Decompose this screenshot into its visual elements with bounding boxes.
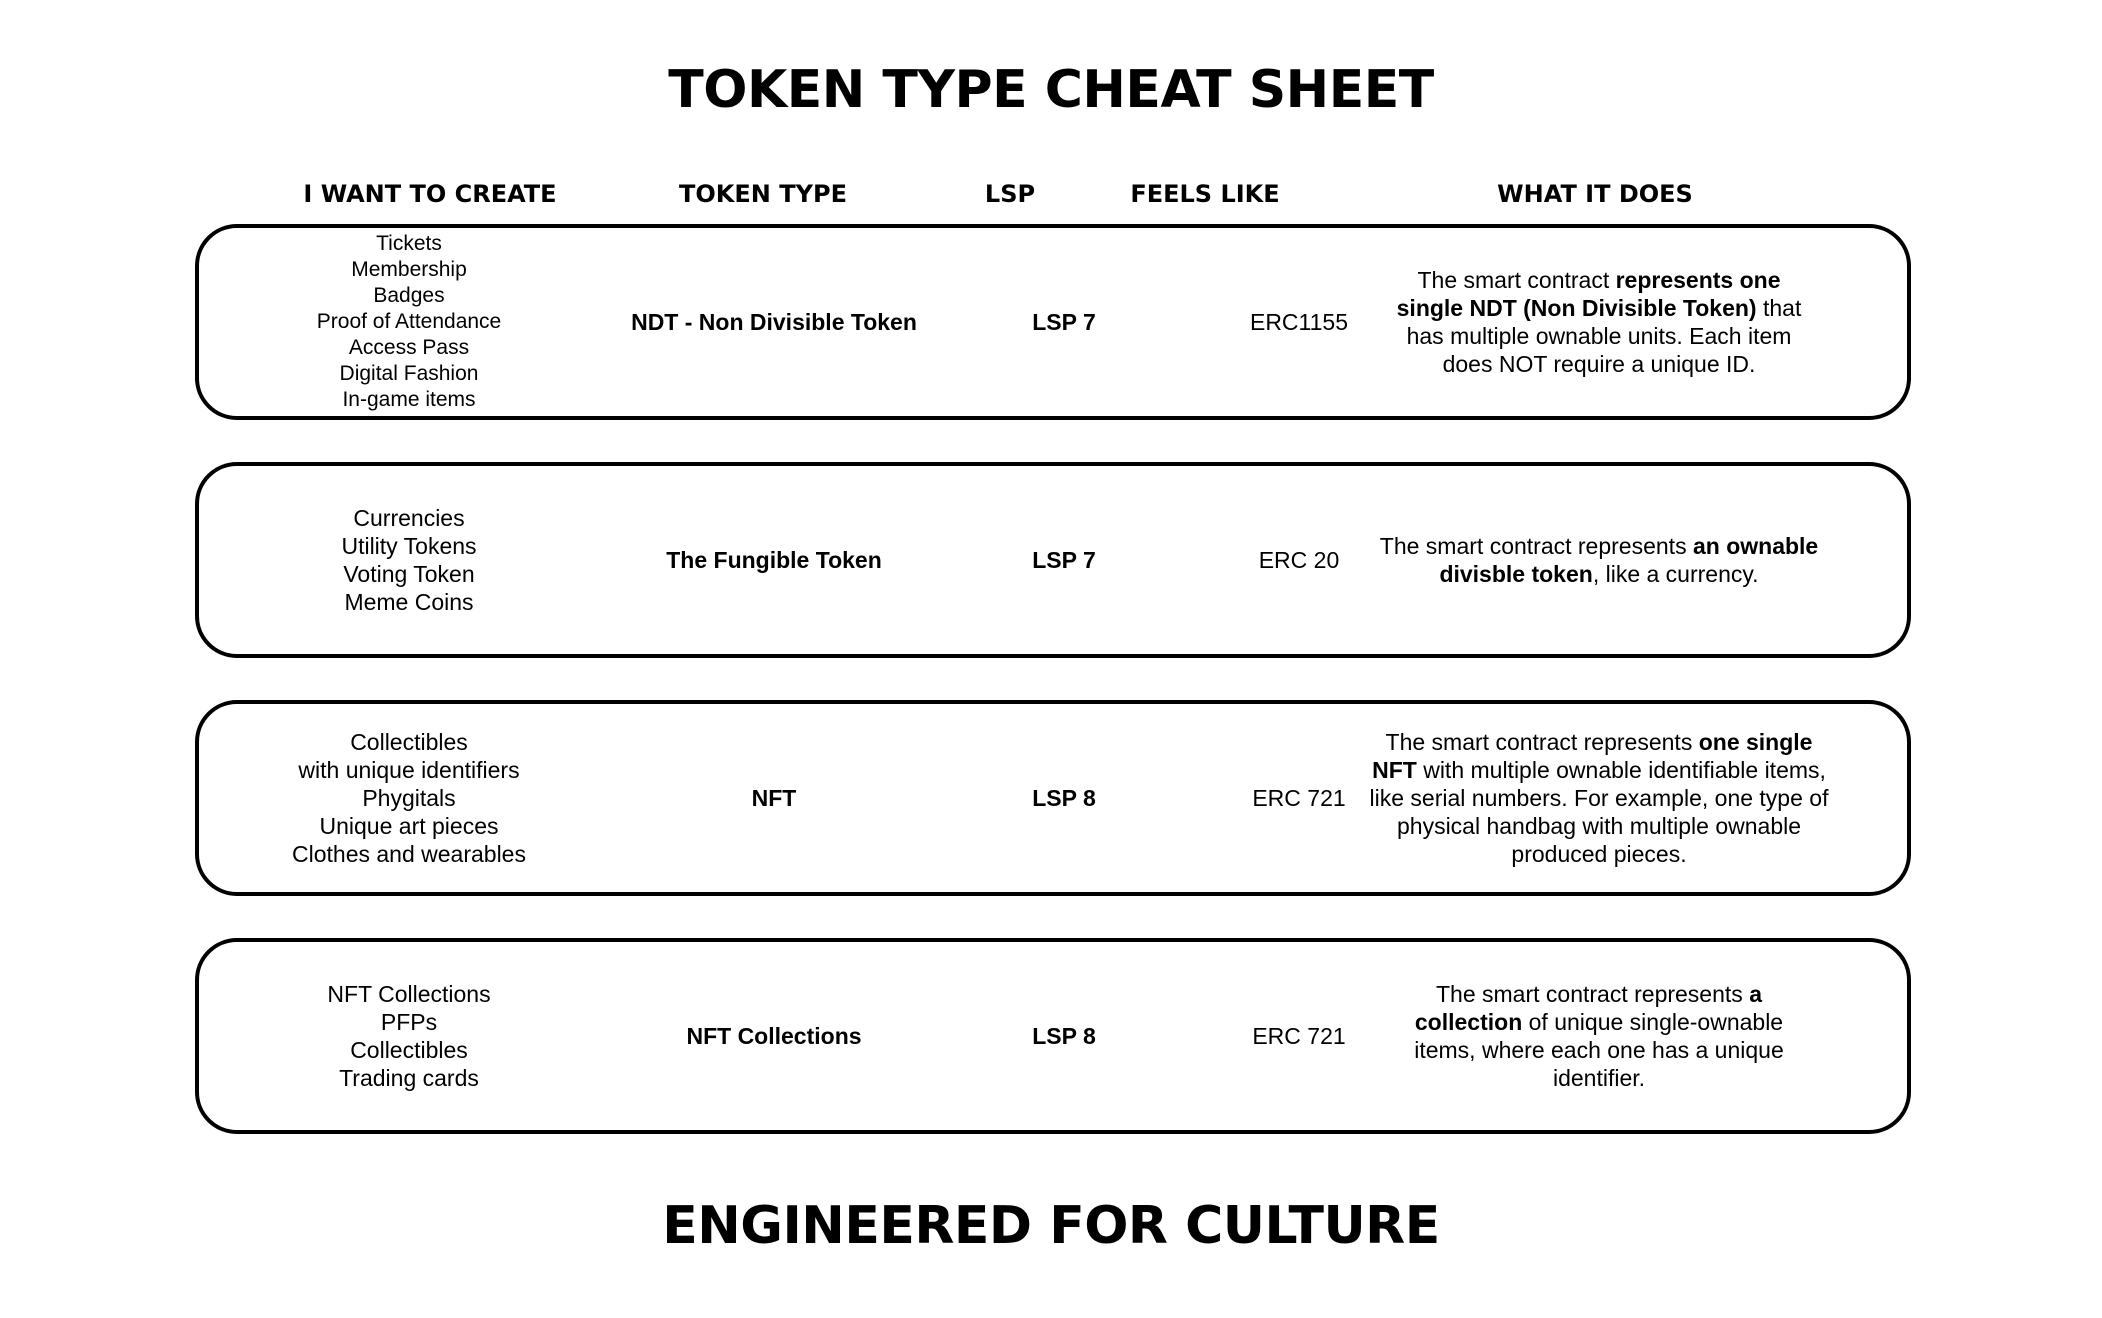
want-item: Access Pass	[348, 336, 470, 359]
desc-bold: one single NFT	[1372, 729, 1813, 783]
token-type: NFT	[751, 785, 797, 811]
desc-text: with multiple ownable identifiable items, like serial numbers. For example, one type of physical handbag with multiple ownable produced pieces.	[1369, 757, 1829, 867]
want-item: Meme Coins	[344, 589, 474, 615]
desc-bold: represents one single NDT (Non Divisible Token)	[1396, 267, 1781, 321]
what-it-does	[1334, 228, 1864, 416]
want-item: Digital Fashion	[339, 362, 479, 385]
page-title: TOKEN TYPE CHEAT SHEET	[668, 60, 1434, 120]
table-row	[195, 700, 1911, 896]
want-item: Utility Tokens	[341, 533, 477, 559]
want-item: Collectibles	[350, 1037, 468, 1063]
table-header	[195, 180, 1915, 220]
desc-bold: a collection	[1414, 981, 1762, 1035]
table-row	[195, 462, 1911, 658]
desc-text: The smart contract represents	[1379, 533, 1693, 559]
desc-bold: an ownable divisble token	[1439, 533, 1819, 587]
want-list	[259, 228, 559, 416]
feels-like-value: ERC 721	[1252, 1023, 1346, 1049]
want-item: In-game items	[342, 388, 476, 411]
footer-tagline: ENGINEERED FOR CULTURE	[662, 1196, 1440, 1256]
lsp-value: LSP 7	[1032, 309, 1096, 335]
header-type: TOKEN TYPE	[679, 180, 847, 208]
want-item: Membership	[351, 258, 467, 281]
want-item: with unique identifiers	[298, 757, 520, 783]
header-want: I WANT TO CREATE	[303, 180, 557, 208]
want-list	[259, 466, 559, 654]
lsp-value: LSP 7	[1032, 547, 1096, 573]
lsp-value: LSP 8	[1032, 1023, 1096, 1049]
desc-text: The smart contract represents	[1436, 981, 1750, 1007]
want-item: Currencies	[353, 505, 465, 531]
feels-like-value: ERC 20	[1258, 547, 1340, 573]
table-row	[195, 938, 1911, 1134]
want-item: Trading cards	[339, 1065, 479, 1091]
table-row	[195, 224, 1911, 420]
want-list	[259, 942, 559, 1130]
want-item: Collectibles	[350, 729, 468, 755]
feels-like-value: ERC1155	[1249, 309, 1349, 335]
lsp-value: LSP 8	[1032, 785, 1096, 811]
desc-text: The smart contract represents	[1385, 729, 1699, 755]
want-item: Badges	[373, 284, 445, 307]
want-item: PFPs	[380, 1009, 438, 1035]
token-type: The Fungible Token	[666, 547, 882, 573]
desc-text: that has multiple ownable units. Each item does NOT require a unique ID.	[1406, 295, 1802, 377]
want-item: Phygitals	[362, 785, 456, 811]
desc-text: The smart contract	[1417, 267, 1616, 293]
token-type: NDT - Non Divisible Token	[631, 309, 917, 335]
what-it-does	[1334, 704, 1864, 892]
feels-like-value: ERC 721	[1252, 785, 1346, 811]
want-list	[259, 704, 559, 892]
header-does: WHAT IT DOES	[1497, 180, 1693, 208]
header-feels: FEELS LIKE	[1130, 180, 1280, 208]
what-it-does	[1334, 942, 1864, 1130]
want-item: Clothes and wearables	[292, 841, 526, 867]
want-item: Proof of Attendance	[316, 310, 502, 333]
want-item: Tickets	[376, 232, 442, 255]
want-item: NFT Collections	[327, 981, 491, 1007]
want-item: Voting Token	[343, 561, 475, 587]
desc-text: , like a currency.	[1592, 561, 1759, 587]
desc-text: of unique single-ownable items, where each one has a unique identifier.	[1414, 1009, 1784, 1091]
header-lsp: LSP	[984, 180, 1036, 208]
token-type: NFT Collections	[686, 1023, 862, 1049]
want-item: Unique art pieces	[319, 813, 499, 839]
what-it-does	[1334, 466, 1864, 654]
